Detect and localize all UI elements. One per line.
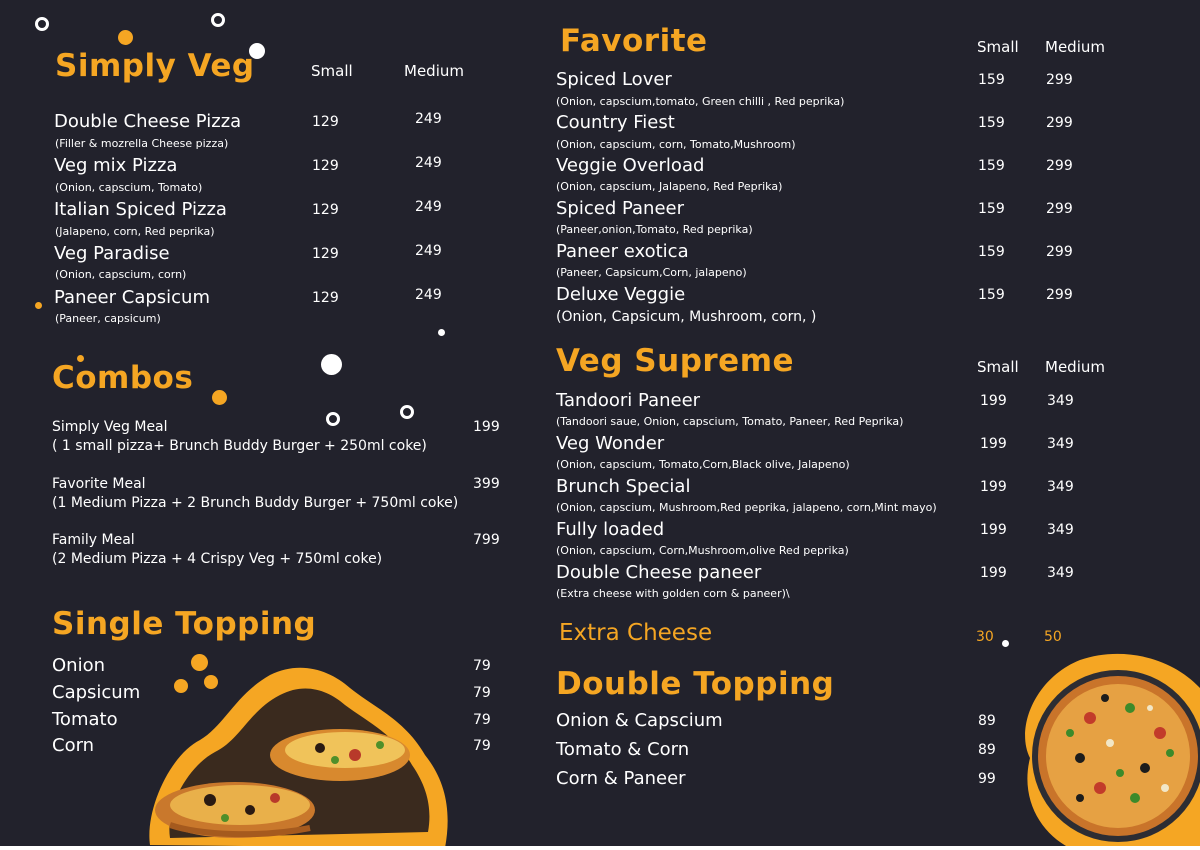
price-small: 129 — [312, 246, 339, 262]
price-medium: 349 — [1047, 393, 1074, 409]
price-medium: 249 — [415, 155, 442, 171]
section-title-single-topping: Single Topping — [52, 606, 317, 642]
topping-price: 79 — [473, 712, 491, 728]
section-title-double-topping: Double Topping — [556, 666, 835, 702]
price-medium: 299 — [1046, 287, 1073, 303]
section-title-combos: Combos — [52, 360, 194, 396]
topping-name: Tomato & Corn — [556, 739, 690, 760]
menu-item-name: Double Cheese paneer — [556, 562, 762, 583]
topping-name: Onion — [52, 655, 105, 676]
decor-dot — [118, 30, 133, 45]
topping-price: 79 — [473, 658, 491, 674]
menu-item-desc: (Filler & mozrella Cheese pizza) — [55, 137, 229, 150]
topping-price: 89 — [978, 742, 996, 758]
menu-item-name: Veg Wonder — [556, 433, 665, 454]
price-small: 129 — [312, 290, 339, 306]
topping-price: 99 — [978, 771, 996, 787]
menu-item-desc: (Onion, capscium, corn, Tomato,Mushroom) — [556, 138, 796, 151]
decor-dot — [1002, 640, 1009, 647]
price-medium: 249 — [415, 111, 442, 127]
decor-dot — [35, 302, 42, 309]
topping-name: Corn & Paneer — [556, 768, 686, 789]
price-medium: 299 — [1046, 244, 1073, 260]
menu-item-desc: (Onion, capscium, Tomato) — [55, 181, 203, 194]
whole-pizza-image — [1010, 648, 1200, 848]
topping-price: 89 — [978, 713, 996, 729]
price-small: 159 — [978, 201, 1005, 217]
pizza-slice-image — [140, 660, 455, 850]
topping-name: Tomato — [52, 709, 118, 730]
menu-item-name: Brunch Special — [556, 476, 691, 497]
topping-price: 79 — [473, 738, 491, 754]
extra-cheese-label: Extra Cheese — [559, 620, 713, 646]
menu-item-name: Tandoori Paneer — [556, 390, 701, 411]
combo-price: 199 — [473, 419, 500, 435]
menu-item-desc: (Onion, capscium,tomato, Green chilli , Red peprika) — [556, 95, 845, 108]
price-small: 199 — [980, 479, 1007, 495]
decor-dot — [326, 412, 340, 426]
decor-dot — [400, 405, 414, 419]
price-medium: 299 — [1046, 72, 1073, 88]
decor-dot — [212, 390, 227, 405]
topping-name: Capsicum — [52, 682, 141, 703]
menu-item-name: Paneer exotica — [556, 241, 689, 262]
price-small: 159 — [978, 158, 1005, 174]
menu-item-name: Fully loaded — [556, 519, 665, 540]
decor-dot — [321, 354, 342, 375]
menu-item-desc: (Paneer, Capsicum,Corn, jalapeno) — [556, 266, 747, 279]
price-small: 159 — [978, 72, 1005, 88]
price-small: 199 — [980, 565, 1007, 581]
decor-dot — [35, 17, 49, 31]
menu-item-desc: (Onion, Capsicum, Mushroom, corn, ) — [556, 309, 817, 325]
price-medium: 349 — [1047, 436, 1074, 452]
menu-item-desc: (Onion, capscium, corn) — [55, 268, 187, 281]
menu-item-name: Spiced Paneer — [556, 198, 685, 219]
price-medium: 249 — [415, 243, 442, 259]
price-small: 159 — [978, 115, 1005, 131]
combo-desc: ( 1 small pizza+ Brunch Buddy Burger + 250ml coke) — [52, 438, 427, 454]
menu-item-name: Veg Paradise — [54, 243, 170, 264]
price-medium: 299 — [1046, 158, 1073, 174]
menu-item-desc: (Paneer,onion,Tomato, Red peprika) — [556, 223, 753, 236]
menu-item-desc: (Tandoori saue, Onion, capscium, Tomato, Paneer, Red Peprika) — [556, 415, 904, 428]
price-small: 129 — [312, 202, 339, 218]
combo-price: 399 — [473, 476, 500, 492]
price-medium: 299 — [1046, 115, 1073, 131]
column-header-medium: Medium — [1045, 38, 1105, 56]
price-medium: 349 — [1047, 479, 1074, 495]
price-small: 129 — [312, 158, 339, 174]
extra-cheese-price-medium: 50 — [1044, 629, 1062, 645]
price-medium: 349 — [1047, 522, 1074, 538]
combo-name: Favorite Meal — [52, 476, 146, 492]
price-medium: 349 — [1047, 565, 1074, 581]
menu-item-desc: (Onion, capscium, Jalapeno, Red Peprika) — [556, 180, 783, 193]
column-header-small: Small — [977, 38, 1019, 56]
column-header-medium: Medium — [1045, 358, 1105, 376]
extra-cheese-price-small: 30 — [976, 629, 994, 645]
menu-item-name: Double Cheese Pizza — [54, 111, 242, 132]
price-small: 129 — [312, 114, 339, 130]
column-header-small: Small — [977, 358, 1019, 376]
combo-price: 799 — [473, 532, 500, 548]
topping-name: Corn — [52, 735, 95, 756]
bottom-edge — [0, 846, 1200, 850]
menu-item-name: Country Fiest — [556, 112, 675, 133]
combo-desc: (2 Medium Pizza + 4 Crispy Veg + 750ml coke) — [52, 551, 383, 567]
combo-name: Family Meal — [52, 532, 135, 548]
price-medium: 249 — [415, 199, 442, 215]
price-small: 199 — [980, 522, 1007, 538]
section-title-simply-veg: Simply Veg — [55, 48, 255, 84]
section-title-veg-supreme: Veg Supreme — [556, 343, 795, 379]
menu-item-name: Veg mix Pizza — [54, 155, 178, 176]
price-medium: 299 — [1046, 201, 1073, 217]
column-header-medium: Medium — [404, 62, 464, 80]
menu-item-desc: (Paneer, capsicum) — [55, 312, 161, 325]
price-small: 199 — [980, 436, 1007, 452]
price-small: 159 — [978, 287, 1005, 303]
decor-dot — [211, 13, 225, 27]
menu-item-desc: (Onion, capscium, Tomato,Corn,Black olive, Jalapeno) — [556, 458, 850, 471]
menu-item-desc: (Extra cheese with golden corn & paneer)\ — [556, 587, 790, 600]
combo-desc: (1 Medium Pizza + 2 Brunch Buddy Burger + 750ml coke) — [52, 495, 459, 511]
column-header-small: Small — [311, 62, 353, 80]
decor-dot — [438, 329, 445, 336]
menu-item-desc: (Onion, capscium, Mushroom,Red peprika, jalapeno, corn,Mint mayo) — [556, 501, 937, 514]
price-medium: 249 — [415, 287, 442, 303]
topping-price: 79 — [473, 685, 491, 701]
menu-item-name: Deluxe Veggie — [556, 284, 686, 305]
section-title-favorite: Favorite — [560, 23, 708, 59]
menu-item-name: Paneer Capsicum — [54, 287, 210, 308]
menu-item-desc: (Onion, capscium, Corn,Mushroom,olive Red peprika) — [556, 544, 849, 557]
menu-item-name: Spiced Lover — [556, 69, 672, 90]
topping-name: Onion & Capscium — [556, 710, 723, 731]
menu-item-name: Italian Spiced Pizza — [54, 199, 227, 220]
price-small: 159 — [978, 244, 1005, 260]
combo-name: Simply Veg Meal — [52, 419, 168, 435]
price-small: 199 — [980, 393, 1007, 409]
menu-item-name: Veggie Overload — [556, 155, 705, 176]
menu-item-desc: (Jalapeno, corn, Red peprika) — [55, 225, 215, 238]
